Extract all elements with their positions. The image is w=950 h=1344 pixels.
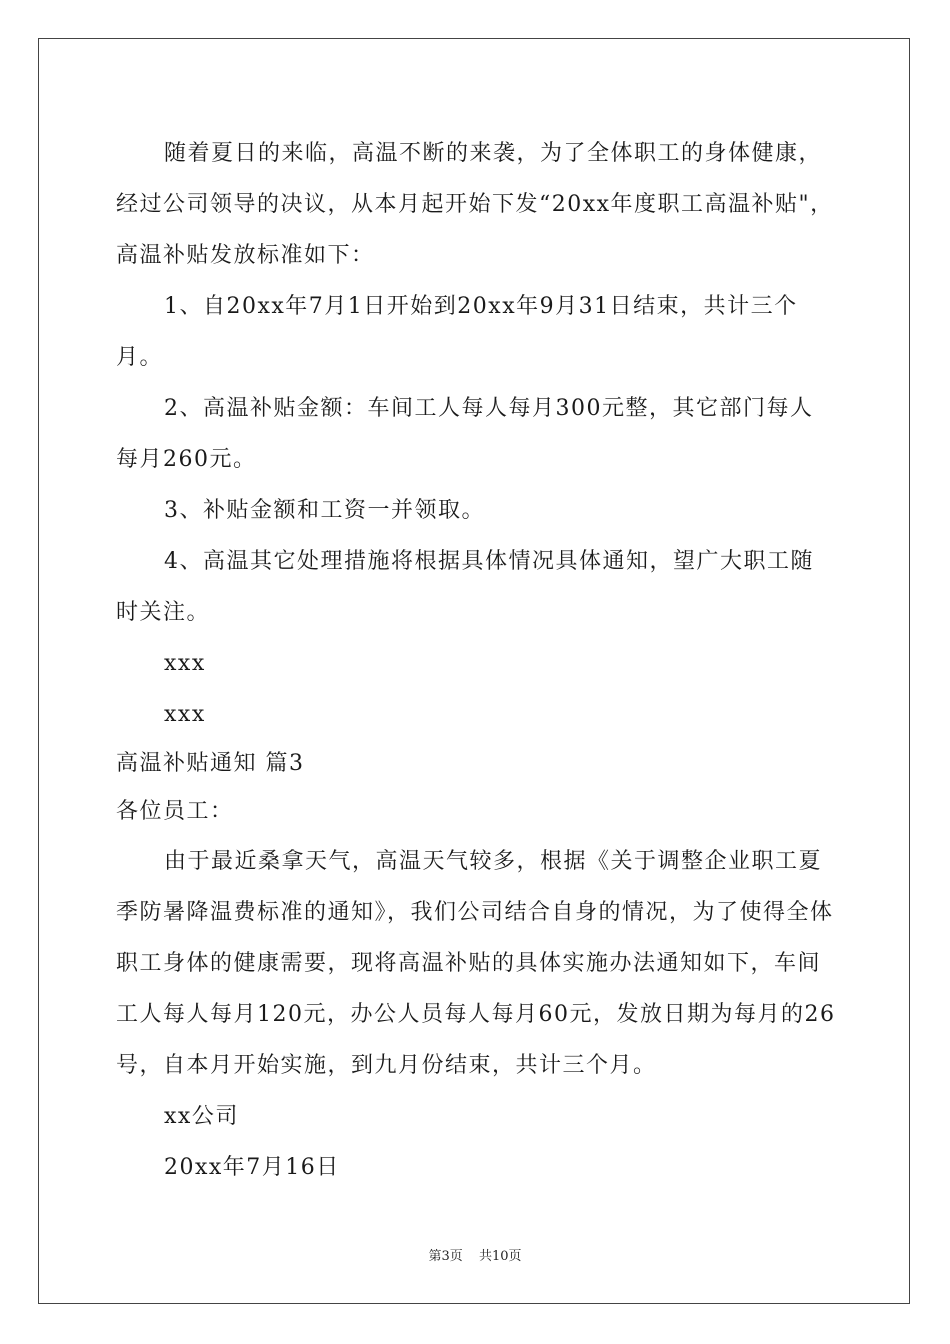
company-signature: xx公司 bbox=[164, 1104, 239, 1129]
paragraph-item-2: 2、高温补贴金额：车间工人每人每月300元整，其它部门每人每月260元。 bbox=[116, 396, 814, 472]
page-total: 共10页 bbox=[478, 1249, 522, 1264]
signature-line-2: xxx bbox=[164, 702, 206, 727]
page-footer bbox=[0, 1245, 950, 1264]
paragraph-item-1: 1、自20xx年7月1日开始到20xx年9月31日结束，共计三个月。 bbox=[116, 294, 798, 370]
signature-line-1: xxx bbox=[164, 651, 206, 676]
salutation: 各位员工： bbox=[116, 799, 234, 824]
paragraph-item-4: 4、高温其它处理措施将根据具体情况具体通知，望广大职工随时关注。 bbox=[116, 549, 814, 625]
document-body bbox=[116, 128, 836, 1193]
paragraph-item-3: 3、补贴金额和工资一并领取。 bbox=[164, 498, 485, 523]
paragraph-body: 由于最近桑拿天气，高温天气较多，根据《关于调整企业职工夏季防暑降温费标准的通知》，我们公司结合自身的情况，为了使得全体职工身体的健康需要，现将高温补贴的具体实施办法通知如下，车间工人每人每月120元，办公人员每人每月60元，发放日期为每月的26号，自本月开始实施，到九月份结束，共计三个月。 bbox=[116, 849, 836, 1078]
page-current: 第3页 bbox=[428, 1249, 463, 1264]
paragraph-intro: 随着夏日的来临，高温不断的来袭，为了全体职工的身体健康，经过公司领导的决议，从本月起开始下发“20xx年度职工高温补贴"，高温补贴发放标准如下： bbox=[116, 141, 834, 268]
section-title: 高温补贴通知 篇3 bbox=[116, 751, 305, 776]
date-line: 20xx年7月16日 bbox=[164, 1155, 340, 1180]
